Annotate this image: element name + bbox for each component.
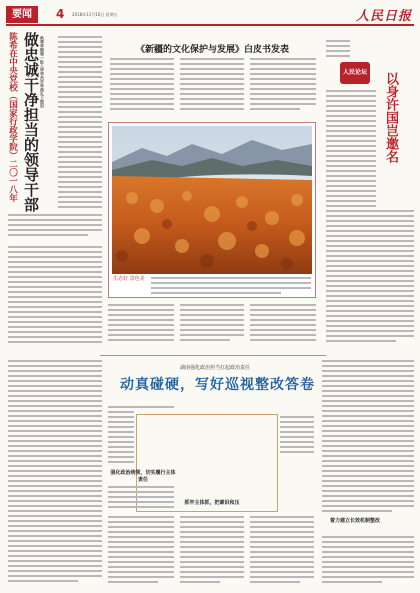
bottom-subhead-1: 强化政治统领，切实履行主体责任	[110, 470, 176, 483]
left-article-headline: 做忠诚干净担当的领导干部	[22, 32, 40, 212]
page-number: 4	[56, 7, 65, 21]
section-label: 要闻	[6, 6, 38, 23]
photo-caption: 生态好 景色美	[113, 276, 145, 282]
paper-logo: 人民日报	[355, 9, 412, 24]
left-article-subhead: 秋季学期第一批入学学员开学典礼上致训	[40, 36, 45, 108]
bottom-subhead-3: 着力建立长效机制整改	[329, 518, 380, 524]
bottom-subhead-2: 抓牢主体抓，把素识和压	[184, 500, 240, 506]
left-article-kicker: 陈希在中央党校（国家行政学院）二〇一八年	[7, 32, 18, 202]
commentary-badge: 人民论坛	[340, 62, 370, 84]
section-divider	[100, 355, 326, 356]
landscape-photo	[112, 126, 312, 274]
top-article-headline: 《新疆的文化保护与发展》白皮书发表	[135, 45, 289, 55]
bottom-article-headline: 动真碰硬，写好巡视整改答卷	[120, 377, 315, 393]
photo-block	[108, 122, 316, 298]
masthead	[6, 4, 414, 26]
bottom-article-kicker: 湖南强化政治担当扛起政治责任	[179, 365, 250, 371]
commentary-headline: 以身许国岂邀名	[383, 72, 398, 163]
issue-date: 2018年11月16日 星期五	[72, 12, 118, 17]
